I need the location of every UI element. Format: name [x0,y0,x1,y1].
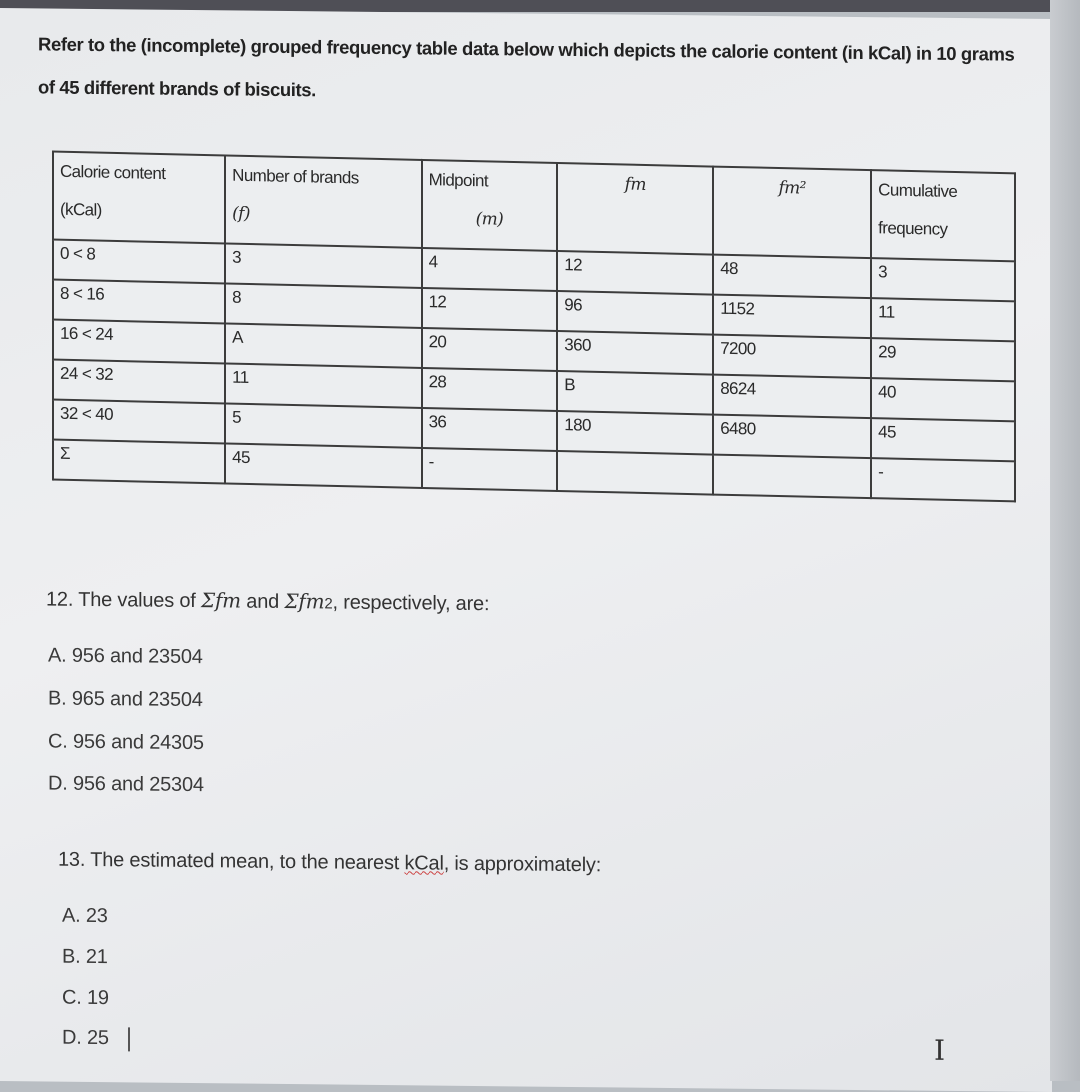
header-frequency-label: frequency [878,218,948,239]
cell-fm: 12 [557,251,713,295]
header-cumulative-label: Cumulative [878,180,958,202]
cell-midpoint-total: - [422,448,558,491]
header-fm-squared [713,167,871,259]
header-calorie-content [53,152,225,244]
intro-text: Refer to the (incomplete) grouped frequency table data below which depicts the calorie content (in kCal) in 10 grams of 45 different brands of biscuits. [38,33,1015,101]
question-13-prefix: 13. The estimated mean, to the nearest [58,848,405,875]
cell-frequency: A [225,323,421,367]
cell-fm-total [557,451,713,495]
cell-fm: 360 [557,331,713,375]
q13-option-a[interactable]: A. 23 [62,904,108,928]
q12-option-c[interactable]: C. 956 and 24305 [48,730,204,755]
sum-fm2-expression: Σfm [284,588,325,614]
cell-class: 16 < 24 [53,320,225,364]
cell-fm: 180 [557,411,713,455]
cell-class: 8 < 16 [53,280,225,324]
q12-option-b[interactable]: B. 965 and 23504 [48,687,203,712]
q13-option-d[interactable]: D. 25 [62,1026,109,1050]
header-midpoint [422,160,558,251]
cell-fm-squared: 8624 [713,375,871,419]
header-number-of-brands-label: Number of brands [232,165,359,188]
cell-fm-squared: 7200 [713,335,871,379]
cell-class: 32 < 40 [53,400,225,444]
cell-cumulative: 29 [871,338,1015,381]
question-12-and: and [240,590,285,613]
header-midpoint-label: Midpoint [428,170,489,191]
header-number-of-brands-symbol: (f) [232,203,250,225]
header-cumulative-frequency [871,170,1015,261]
question-13-suffix: , is approximately: [443,852,602,877]
cell-frequency: 8 [225,283,421,327]
question-12-prefix: 12. The values of [46,588,202,613]
cell-frequency: 5 [225,403,421,447]
cell-class: 24 < 32 [53,360,225,404]
question-12-suffix: , respectively, are: [332,591,490,616]
cell-fm-squared: 48 [713,255,871,299]
header-number-of-brands [225,155,421,247]
cell-sum-symbol: Σ [53,440,225,484]
q13-option-b[interactable]: B. 21 [62,945,108,969]
cell-frequency: 11 [225,363,421,407]
cell-frequency-total: 45 [225,443,421,487]
mouse-ibeam-cursor-icon: I [934,1033,946,1067]
header-fm-label: fm [624,174,646,196]
sum-fm-expression: Σfm [201,588,241,613]
document-screen [0,8,1052,1092]
cell-midpoint: 20 [422,328,558,371]
cell-cumulative: 40 [871,378,1015,421]
kcal-spellcheck-word: kCal [404,852,444,875]
cell-cumulative: 3 [871,258,1015,301]
cell-midpoint: 28 [422,368,558,411]
header-fm [557,163,713,255]
cell-frequency: 3 [225,243,421,287]
q12-option-d[interactable]: D. 956 and 25304 [48,772,204,797]
cell-fm-squared: 6480 [713,415,871,459]
monitor-right-bezel [1050,0,1080,1081]
cell-fm-squared: 1152 [713,295,871,339]
header-midpoint-symbol: (m) [475,209,504,230]
question-13 [58,849,601,878]
sum-fm2-subscript: 2 [324,595,333,613]
cell-fm: 96 [557,291,713,335]
cell-cumulative: 45 [871,418,1015,461]
q13-option-c[interactable]: C. 19 [62,986,109,1010]
cell-fm: B [557,371,713,415]
cell-cumulative-total: - [871,458,1015,501]
question-12 [46,586,489,616]
header-calorie-content-unit: (kCal) [60,199,102,220]
header-calorie-content-label: Calorie content [60,161,166,184]
cell-midpoint: 4 [422,248,558,291]
cell-cumulative: 11 [871,298,1015,341]
cell-class: 0 < 8 [53,240,225,284]
text-caret [128,1027,130,1051]
cell-fm-squared-total [713,455,871,499]
cell-midpoint: 12 [422,288,558,331]
frequency-table [52,151,1016,503]
cell-midpoint: 36 [422,408,558,451]
header-fm-squared-label: fm² [778,178,806,199]
q12-option-a[interactable]: A. 956 and 23504 [48,644,203,669]
